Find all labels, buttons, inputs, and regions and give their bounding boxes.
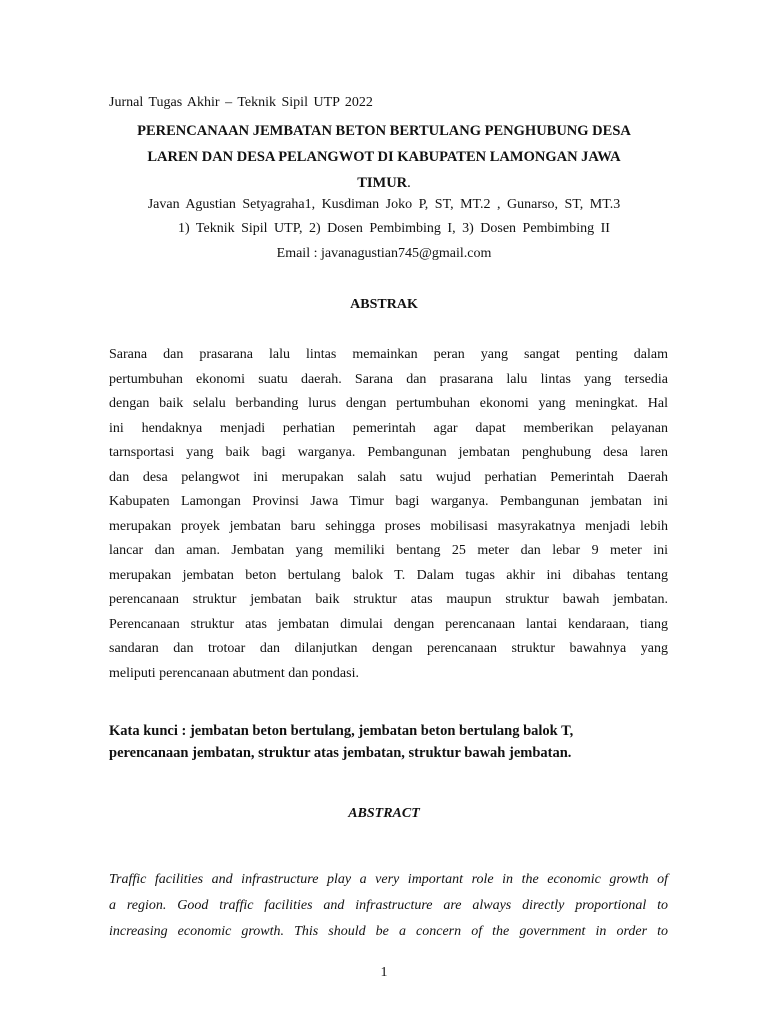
abstrak-line: sandaran dan trotoar dan dilanjutkan dengan perencanaan struktur bawahnya yang: [109, 641, 668, 656]
abstract-line: a region. Good traffic facilities and infrastructure are always directly proportional to: [109, 898, 668, 913]
title-line-3-text: TIMUR: [357, 175, 408, 191]
abstract-line: increasing economic growth. This should be a concern of the government in order to: [109, 924, 668, 939]
abstrak-line: perencanaan struktur jembatan baik struktur atas maupun struktur bawah jembatan.: [109, 592, 668, 607]
author-list: Javan Agustian Setyagraha1, Kusdiman Joko P, ST, MT.2 , Gunarso, ST, MT.3: [147, 197, 621, 212]
journal-header: Jurnal Tugas Akhir – Teknik Sipil UTP 2022: [109, 95, 373, 110]
abstrak-line: lancar dan aman. Jembatan yang memiliki bentang 25 meter dan lebar 9 meter ini: [109, 543, 668, 558]
title-line-3-dot: .: [407, 175, 411, 191]
keywords-line-2: perencanaan jembatan, struktur atas jembatan, struktur bawah jembatan.: [109, 745, 572, 761]
abstract-body: [109, 867, 668, 945]
keywords: [109, 720, 668, 764]
abstrak-heading: ABSTRAK: [350, 297, 418, 312]
abstrak-line: merupakan jembatan beton bertulang balok T. Dalam tugas akhir ini dibahas tentang: [109, 567, 668, 583]
abstrak-line: ini hendaknya menjadi perhatian pemerintah agar dapat memberikan pelayanan: [109, 420, 668, 436]
page-number: 1: [380, 965, 388, 980]
abstrak-line: Kabupaten Lamongan Provinsi Jawa Timur bagi warganya. Pembangunan jembatan ini: [109, 494, 668, 509]
title-line-1: PERENCANAAN JEMBATAN BETON BERTULANG PENGHUBUNG DESA: [137, 123, 631, 139]
contact-email: Email : javanagustian745@gmail.com: [276, 246, 492, 261]
abstrak-line: dengan baik selalu berbanding lurus dengan pertumbuhan ekonomi yang meningkat. Hal: [109, 396, 668, 411]
abstrak-line: pertumbuhan ekonomi suatu daerah. Sarana dan prasarana lalu lintas yang tersedia: [109, 371, 668, 387]
abstract-heading: ABSTRACT: [348, 806, 420, 821]
paper-title: [100, 118, 668, 196]
affiliations: 1) Teknik Sipil UTP, 2) Dosen Pembimbing I, 3) Dosen Pembimbing II: [178, 221, 610, 236]
keywords-line-1: Kata kunci : jembatan beton bertulang, jembatan beton bertulang balok T,: [109, 723, 574, 739]
abstrak-body: [109, 343, 668, 686]
abstrak-line: meliputi perencanaan abutment dan pondasi.: [109, 665, 359, 681]
abstract-line: Traffic facilities and infrastructure play a very important role in the economic growth of: [109, 872, 668, 887]
abstrak-line: Perencanaan struktur atas jembatan dimulai dengan perencanaan lantai kendaraan, tiang: [109, 616, 668, 632]
title-line-2: LAREN DAN DESA PELANGWOT DI KABUPATEN LAMONGAN JAWA: [147, 149, 621, 165]
title-line-3: [100, 170, 668, 196]
abstrak-line: merupakan proyek jembatan baru sehingga proses mobilisasi masyrakatnya menjadi lebih: [109, 518, 668, 534]
abstrak-line: Sarana dan prasarana lalu lintas memainkan peran yang sangat penting dalam: [109, 347, 668, 362]
abstrak-line: tarnsportasi yang baik bagi warganya. Pembangunan jembatan penghubung desa laren: [109, 445, 668, 460]
abstrak-line: dan desa pelangwot ini merupakan salah satu wujud perhatian Pemerintah Daerah: [109, 469, 668, 485]
